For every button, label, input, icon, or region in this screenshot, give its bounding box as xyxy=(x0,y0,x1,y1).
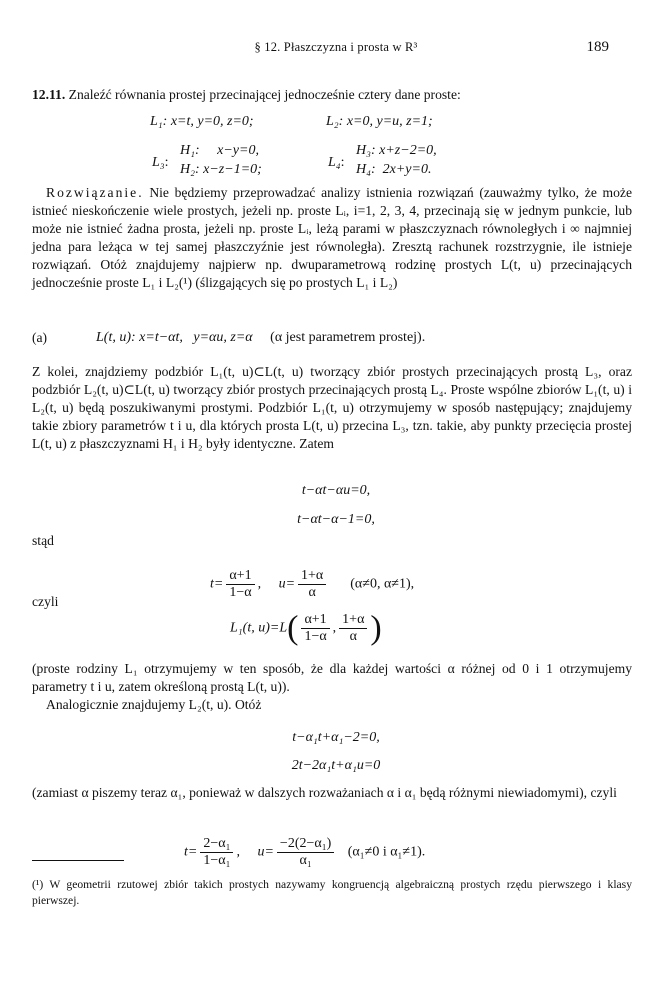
solution-t-u-2: t= $\frac{\text{2−α₁}}{\text{1−α₁}}$ , u= $\frac{\text{−2(2−α₁)}}{\text{α₁}}$ (α₁≠0 i α₁≠1). xyxy=(184,836,426,868)
solution-heading: Rozwiązanie. xyxy=(46,185,144,200)
L1-family: L₁(t, u)=L( $\frac{\alpha+1}{1-\alpha}$ , $\frac{1+\alpha}{\alpha}$ ) xyxy=(230,609,382,647)
equation-4: 2t−2α₁t+α₁u=0 xyxy=(291,758,381,773)
plane-H4: H₄: 2x+y=0. xyxy=(356,162,432,177)
L3-name: L₃ xyxy=(152,155,165,170)
equation-3: t−α₁t+α₁−2=0, xyxy=(292,730,380,745)
L2-name: L₂ xyxy=(326,114,339,129)
footnote-rule xyxy=(32,860,124,861)
fraction-u: $\frac{1+\alpha}{\alpha}$ xyxy=(298,568,326,601)
solution-paragraph-2: Z kolei, znajdziemy podzbiór L₁(t, u)⊂L(t, u) tworzący zbiór prostych przecinających prostą L₃, oraz podzbiór L₂(t, u)⊂L(t, u) tworzący zbiór prostych przecinających prostą L₄. Proste wspólne zbiorów L₁(t, u) i L₂(t, u) będą poszukiwanymi prostymi. Podzbiór L₁(t, u) otrzymujemy w sposób następujący; znajdujemy takie zbiory parametrów t i u, dla których prosta L(t, u) przecina L₃, tzn. takie, aby punkty przecięcia prostej L(t, u) z płaszczyznami H₁ i H₂ były identyczne. Zatem xyxy=(32,364,632,451)
solution-t-u-1: t= $\frac{\alpha+1}{1-\alpha}$ , u= $\frac{1+\alpha}{\alpha}$ (α≠0, α≠1), xyxy=(210,568,415,600)
fraction-t: $\frac{\alpha+1}{1-\alpha}$ xyxy=(226,568,254,601)
problem-text: Znaleźć równania prostej przecinającej jednocześnie cztery dane proste: xyxy=(68,87,461,102)
footnote: (¹) W geometrii rzutowej zbiór takich prostych nazywamy kongruencją algebraiczną prostych rzędu pierwszego i klasy pierwszej. xyxy=(32,878,632,907)
running-header xyxy=(0,40,672,60)
word-czyli: czyli xyxy=(32,594,59,609)
problem-statement xyxy=(32,86,632,104)
eq-a-label: (a) xyxy=(32,330,48,345)
solution-paragraph-4: Analogicznie znajdujemy L₂(t, u). Otóż xyxy=(46,697,262,712)
plane-H1: H₁: x−y=0, xyxy=(180,143,259,158)
page-number: 189 xyxy=(586,39,609,55)
L2-equation: : x=0, y=u, z=1; xyxy=(338,114,433,129)
L1-equation: : x=t, y=0, z=0; xyxy=(162,114,254,129)
word-stad: stąd xyxy=(32,533,54,548)
solution-paragraph-3: (proste rodziny L₁ otrzymujemy w ten sposób, że dla każdej wartości α różnej od 0 i 1 otrzymujemy parametry t i u, zatem określoną prostą L(t, u)). xyxy=(32,661,632,694)
equation-2: t−αt−α−1=0, xyxy=(297,512,375,527)
L4-name: L₄ xyxy=(328,155,341,170)
section-title: § 12. Płaszczyzna i prosta w R³ xyxy=(254,40,418,54)
problem-number: 12.11. xyxy=(32,87,66,102)
plane-H3: H₃: x+z−2=0, xyxy=(356,143,437,158)
plane-H2: H₂: x−z−1=0; xyxy=(180,162,262,177)
equation-1: t−αt−αu=0, xyxy=(301,483,371,498)
equation-a: L(t, u): x=t−αt, y=αu, z=α (α jest parametrem prostej). xyxy=(96,330,426,345)
solution-paragraph-1: Rozwiązanie. Nie będziemy przeprowadzać analizy istnienia rozwiązań (zauważmy tylko, że może istnieć nieskończenie wiele prostych, jeżeli np. proste Lᵢ, i=1, 2, 3, 4, przecinają się w jednym punkcie, lub może nie istnieć żadna prosta, jeżeli np. proste Lᵢ, leżą parami w płaszczyznach równoległych i ∞ najmniej jedna para leżąca w tej samej płaszczyźnie jest równoległa). Zresztą rachunek rozstrzygnie, ile istnieje rozwiązań. Otóż znajdujemy najpierw np. dwuparametrową rodzinę prostych L(t, u) przecinających jednocześnie proste L₁ i L₂(¹) (ślizgających się po prostych L₁ i L₂) xyxy=(32,185,632,290)
line-L1 xyxy=(150,114,254,130)
L1-name: L₁ xyxy=(150,114,163,129)
line-L2 xyxy=(326,114,433,130)
page: § 12. Płaszczyzna i prosta w R³ 189 12.11. Znaleźć równania prostej przecinającej jednocześnie cztery dane proste: L₁: x=t, y=0, z=0; L₂: x=0, y=u, z=1; L₃: H₁: x−y=0, H₂: x−z−1=0; L₄: H₃: x+z−2=0, H₄: 2x+y=0. Rozwiązanie. Nie będziemy przeprowadzać analizy istnienia rozwiązań (zauważmy tylko, że może istnieć nieskończenie wiele prostych, jeżeli np. proste Lᵢ, i=1, 2, 3, 4, przecinają się w jednym punkcie, lub może nie istnieć żadna prosta, jeżeli np. proste Lᵢ, leżą parami w płaszczyznach równoległych i ∞ najmniej jedna para leżąca w tej samej płaszczyźnie jest równoległa). Zresztą rachunek rozstrzygnie, ile istnieje rozwiązań. Otóż znajdujemy najpierw np. dwuparametrową rodzinę prostych L(t, u) przecinających jednocześnie proste L₁ i L₂(¹) (ślizgających się po prostych L₁ i L₂) (a) L(t, u): x=t−αt, y=αu, z=α (α jest parametrem prostej). Z kolei, znajdziemy podzbiór L₁(t, u)⊂L(t, u) tworzący zbiór prostych przecinających prostą L₃, oraz podzbiór L₂(t, u)⊂L(t, u) tworzący zbiór prostych przecinających prostą L₄. Proste wspólne zbiorów L₁(t, u) i L₂(t, u) będą poszukiwanymi prostymi. Podzbiór L₁(t, u) otrzymujemy w sposób następujący; znajdujemy takie zbiory parametrów t i u, dla których prosta L(t, u) przecina L₃, tzn. takie, aby punkty przecięcia prostej L(t, u) z płaszczyznami H₁ i H₂ były identyczne. Zatem t−αt−αu=0, t−αt−α−1=0, stąd t= $\frac{\alpha+1}{1-\alpha}$ , u= $\frac{1+\alpha}{\alpha}$ (α≠0, α≠1), czyli L₁(t, u)=L( $\frac{\alpha+1}{1-\alpha}$ , $\frac{1+\alpha}{\alpha}$ ) (proste rodziny L₁ otrzymujemy w ten sposób, że dla każdej wartości α różnej od 0 i 1 otrzymujemy parametry t i u, zatem określoną prostą L(t, u)). Analogicznie znajdujemy L₂(t, u). Otóż t−α₁t+α₁−2=0, 2t−2α₁t+α₁u=0 (zamiast α piszemy teraz α₁, ponieważ w dalszych rozważaniach α i α₁ będą różnymi niewiadomymi), czyli t= $\frac{\text{2−α₁}}{\text{1−α₁}}$ , u= $\frac{\text{−2(2−α₁)}}{\text{α₁}}$ (α₁≠0 i α₁≠1). (¹) W geometrii rzutowej zbiór takich prostych nazywamy kongruencją algebraiczną prostych rzędu pierwszego i klasy pierwszej. xyxy=(0,0,672,983)
solution-paragraph-5: (zamiast α piszemy teraz α₁, ponieważ w dalszych rozważaniach α i α₁ będą różnymi niewiadomymi), czyli xyxy=(32,785,617,800)
